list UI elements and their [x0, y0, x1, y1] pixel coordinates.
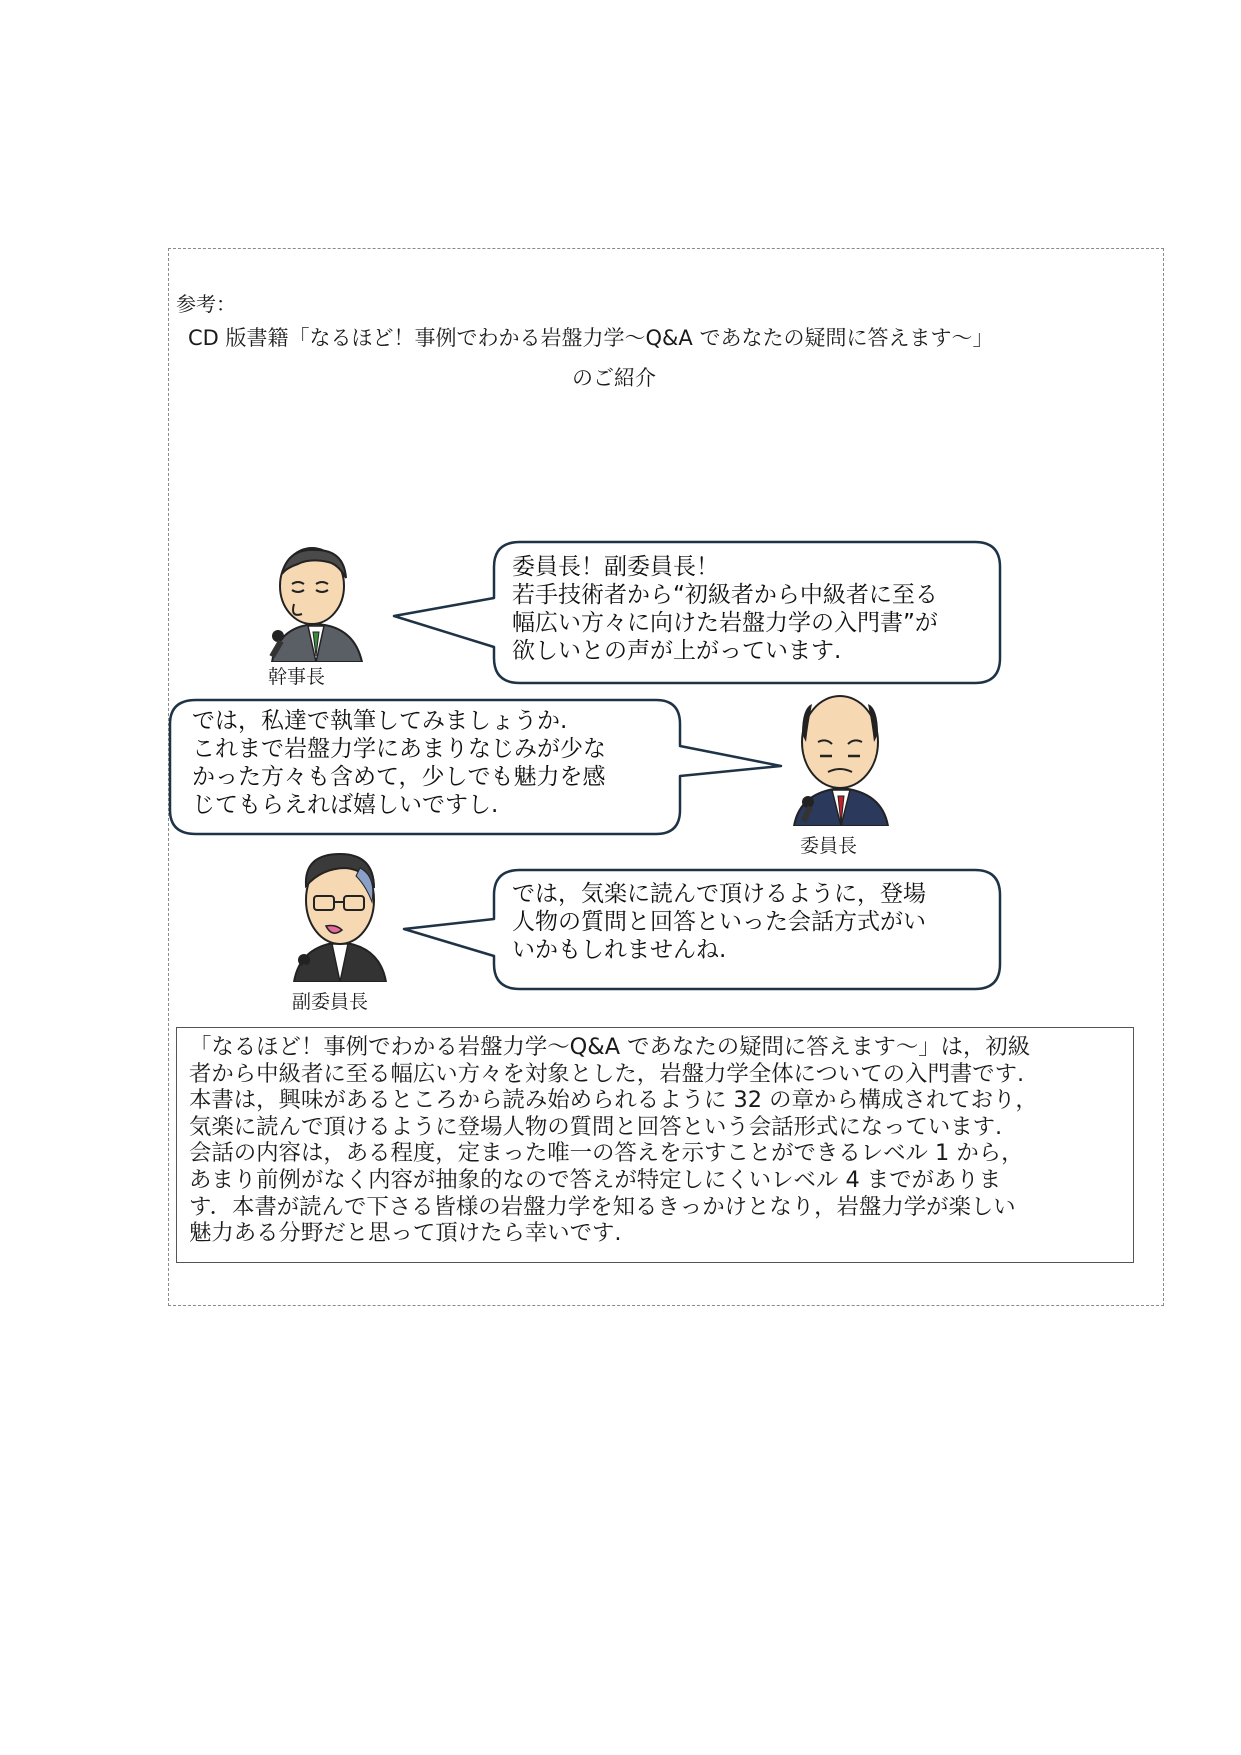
- speech-text-vice-chairman: [512, 880, 926, 964]
- summary-line: 会話の内容は，ある程度，定まった唯一の答えを示すことができるレベル 1 から，: [189, 1140, 1024, 1167]
- speech-line: では，私達で執筆してみましょうか.: [192, 708, 568, 734]
- speech-line: かった方々も含めて，少しでも魅力を感: [192, 764, 606, 790]
- speaker-name-vice-chairman: 副委員長: [292, 991, 369, 1013]
- speech-text-secretary: [512, 553, 938, 665]
- speech-line: 若手技術者から“初級者から中級者に至る: [512, 582, 938, 608]
- vice-chairman-character: [286, 846, 394, 982]
- summary-line: あまり前例がなく内容が抽象的なので答えが特定しにくいレベル 4 までがありま: [189, 1166, 1002, 1193]
- summary-line: 者から中級者に至る幅広い方々を対象とした，岩盤力学全体についての入門書です.: [189, 1060, 1025, 1087]
- summary-line: す．本書が読んで下さる皆様の岩盤力学を知るきっかけとなり，岩盤力学が楽しい: [189, 1193, 1016, 1220]
- summary-line: 「なるほど！事例でわかる岩盤力学～Q&A であなたの疑問に答えます～」は，初級: [189, 1034, 1031, 1060]
- speech-line: 欲しいとの声が上がっています.: [512, 638, 842, 664]
- speaker-name-chairman: 委員長: [800, 835, 858, 857]
- summary-line: 気楽に読んで頂けるように登場人物の質問と回答という会話形式になっています.: [189, 1113, 1003, 1140]
- book-summary-box: [176, 1027, 1134, 1263]
- speech-text-chairman: [192, 707, 606, 819]
- speech-line: では，気楽に読んで頂けるように，登場: [512, 881, 926, 907]
- secretary-general-character: [258, 544, 374, 662]
- summary-line: 魅力ある分野だと思って頂けたら幸いです.: [189, 1220, 622, 1247]
- speaker-name-secretary: 幹事長: [268, 666, 326, 688]
- speech-line: じてもらえれば嬉しいですし.: [192, 792, 499, 818]
- speech-line: これまで岩盤力学にあまりなじみが少な: [192, 736, 606, 762]
- book-title: CD 版書籍「なるほど！事例でわかる岩盤力学～Q&A であなたの疑問に答えます～」: [188, 326, 994, 350]
- book-title-suffix: のご紹介: [572, 366, 656, 390]
- speech-line: 人物の質問と回答といった会話方式がい: [512, 909, 926, 935]
- speech-line: 幅広い方々に向けた岩盤力学の入門書”が: [512, 610, 938, 636]
- reference-label: 参考：: [176, 292, 236, 316]
- speech-line: 委員長！副委員長！: [512, 554, 719, 580]
- speech-line: いかもしれませんね.: [512, 937, 727, 963]
- chairman-character: [782, 690, 900, 826]
- summary-line: 本書は，興味があるところから読み始められるように 32 の章から構成されており，: [189, 1087, 1038, 1114]
